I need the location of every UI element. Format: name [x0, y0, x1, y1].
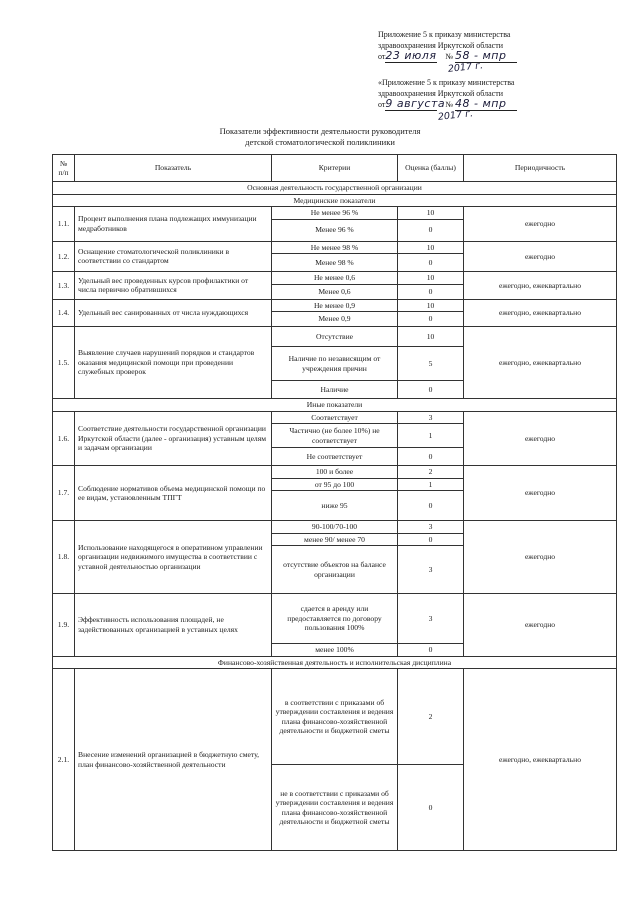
- criteria-cell: Менее 0,9: [272, 312, 398, 327]
- score-cell: 10: [398, 241, 464, 254]
- score-cell: 0: [398, 219, 464, 241]
- table-row: [53, 669, 617, 765]
- criteria-cell: от 95 до 100: [272, 478, 398, 491]
- row-number: 1.4.: [53, 299, 75, 327]
- score-cell: 0: [398, 765, 464, 851]
- period-cell: ежегодно, ежеквартально: [464, 669, 617, 851]
- table-row: [53, 466, 617, 479]
- score-cell: 3: [398, 521, 464, 534]
- row-number: 1.8.: [53, 521, 75, 594]
- section-finance: Финансово-хозяйственная деятельность и исполнительская дисциплина: [53, 656, 617, 669]
- table-row: [53, 521, 617, 534]
- criteria-cell: 90-100/70-100: [272, 521, 398, 534]
- criteria-cell: Менее 98 %: [272, 254, 398, 272]
- score-cell: 0: [398, 312, 464, 327]
- score-cell: 3: [398, 411, 464, 424]
- period-cell: ежегодно: [464, 521, 617, 594]
- row-number: 1.9.: [53, 594, 75, 657]
- indicator-cell: Удельный вес проведенных курсов профилактики от числа первично обратившихся: [75, 272, 272, 300]
- section-row: [53, 182, 617, 195]
- criteria-cell: Отсутствие: [272, 327, 398, 347]
- score-cell: 5: [398, 347, 464, 381]
- criteria-cell: менее 100%: [272, 644, 398, 657]
- header-line-2: здравоохранения Иркутской области: [378, 40, 503, 50]
- criteria-cell: Не менее 96 %: [272, 207, 398, 220]
- period-cell: ежегодно: [464, 411, 617, 466]
- period-cell: ежегодно, ежеквартально: [464, 327, 617, 399]
- indicator-cell: Оснащение стоматологической поликлиники в соответствии со стандартом: [75, 241, 272, 272]
- criteria-cell: Менее 0,6: [272, 284, 398, 299]
- criteria-cell: ниже 95: [272, 491, 398, 521]
- criteria-cell: Соответствует: [272, 411, 398, 424]
- order-header-block-1: [378, 30, 517, 75]
- period-cell: ежегодно: [464, 466, 617, 521]
- header-date-line: [378, 51, 517, 63]
- score-cell: 0: [398, 448, 464, 466]
- criteria-cell: Менее 96 %: [272, 219, 398, 241]
- row-number: 2.1.: [53, 669, 75, 851]
- criteria-cell: Наличие по независящим от учреждения причин: [272, 347, 398, 381]
- row-number: 1.3.: [53, 272, 75, 300]
- header-criteria: Критерии: [272, 155, 398, 182]
- section-row: [53, 656, 617, 669]
- handwritten-year: 2017 г.: [437, 108, 474, 123]
- indicator-cell: Выявление случаев нарушений порядков и стандартов оказания медицинской помощи при проведении служебных проверок: [75, 327, 272, 399]
- criteria-cell: Наличие: [272, 381, 398, 399]
- section-medical: Медицинские показатели: [53, 194, 617, 207]
- criteria-cell: не в соответствии с приказами об утверждении составления и ведения плана финансово-хозяйственной деятельности и бюджетной сметы: [272, 765, 398, 851]
- header-num: № п/п: [53, 155, 75, 182]
- handwritten-year: 2017 г.: [447, 60, 484, 75]
- score-cell: 3: [398, 594, 464, 644]
- table-header-row: [53, 155, 617, 182]
- score-cell: 2: [398, 466, 464, 479]
- score-cell: 10: [398, 207, 464, 220]
- table-row: [53, 241, 617, 254]
- table-row: [53, 299, 617, 312]
- row-number: 1.6.: [53, 411, 75, 466]
- table-row: [53, 207, 617, 220]
- header-indicator: Показатель: [75, 155, 272, 182]
- criteria-cell: Не менее 98 %: [272, 241, 398, 254]
- indicator-cell: Процент выполнения плана подлежащих иммунизации медработников: [75, 207, 272, 242]
- section-row: [53, 399, 617, 412]
- header-from-label: от: [378, 52, 386, 61]
- document-title: [0, 126, 640, 148]
- row-number: 1.7.: [53, 466, 75, 521]
- section-row: [53, 194, 617, 207]
- table-row: [53, 411, 617, 424]
- criteria-cell: Частично (не более 10%) не соответствует: [272, 424, 398, 448]
- score-cell: 0: [398, 381, 464, 399]
- period-cell: ежегодно: [464, 594, 617, 657]
- score-cell: 0: [398, 533, 464, 546]
- header-line-2: здравоохранения Иркутской области: [378, 88, 503, 98]
- header-number-label: №: [445, 100, 454, 109]
- indicator-cell: Удельный вес санированных от числа нуждающихся: [75, 299, 272, 327]
- score-cell: 1: [398, 424, 464, 448]
- score-cell: 3: [398, 546, 464, 594]
- criteria-cell: сдается в аренду или предоставляется по договору пользования 100%: [272, 594, 398, 644]
- header-score: Оценка (баллы): [398, 155, 464, 182]
- criteria-cell: Не соответствует: [272, 448, 398, 466]
- row-number: 1.2.: [53, 241, 75, 272]
- section-main: Основная деятельность государственной организации: [53, 182, 617, 195]
- score-cell: 10: [398, 299, 464, 312]
- title-line-2: детской стоматологической поликлиники: [245, 137, 395, 147]
- header-line-1: Приложение 5 к приказу министерства: [378, 30, 511, 39]
- table-row: [53, 327, 617, 347]
- section-other: Иные показатели: [53, 399, 617, 412]
- indicator-cell: Эффективность использования площадей, не задействованных организацией в уставных целях: [75, 594, 272, 657]
- header-date-line: [378, 99, 517, 111]
- criteria-cell: в соответствии с приказами об утверждении составления и ведения плана финансово-хозяйственной деятельности и бюджетной сметы: [272, 669, 398, 765]
- score-cell: 10: [398, 327, 464, 347]
- score-cell: 2: [398, 669, 464, 765]
- handwritten-order-number: 58 - мпр: [455, 51, 517, 63]
- row-number: 1.5.: [53, 327, 75, 399]
- header-from-label: от: [378, 100, 386, 109]
- score-cell: 10: [398, 272, 464, 285]
- period-cell: ежегодно: [464, 207, 617, 242]
- header-number-label: №: [445, 52, 454, 61]
- criteria-cell: менее 90/ менее 70: [272, 533, 398, 546]
- period-cell: ежегодно, ежеквартально: [464, 299, 617, 327]
- table-row: [53, 272, 617, 285]
- indicator-cell: Внесение изменений организацией в бюджетную смету, план финансово-хозяйственной деятельности: [75, 669, 272, 851]
- indicator-cell: Соответствие деятельности государственной организации Иркутской области (далее - организация) уставным целям и задачам организации: [75, 411, 272, 466]
- score-cell: 0: [398, 644, 464, 657]
- criteria-cell: 100 и более: [272, 466, 398, 479]
- score-cell: 0: [398, 284, 464, 299]
- criteria-cell: Не менее 0,9: [272, 299, 398, 312]
- order-header-block-2: [378, 78, 517, 123]
- handwritten-order-number: 48 - мпр: [455, 99, 517, 111]
- table-row: [53, 594, 617, 644]
- score-cell: 0: [398, 491, 464, 521]
- title-line-1: Показатели эффективности деятельности руководителя: [219, 126, 421, 136]
- header-period: Периодичность: [464, 155, 617, 182]
- row-number: 1.1.: [53, 207, 75, 242]
- indicators-table: [52, 154, 617, 851]
- handwritten-date: 23 июля: [385, 49, 437, 62]
- indicator-cell: Соблюдение нормативов объема медицинской помощи по ее видам, установленным ТПГТ: [75, 466, 272, 521]
- criteria-cell: Не менее 0,6: [272, 272, 398, 285]
- header-line-1: «Приложение 5 к приказу министерства: [378, 78, 515, 87]
- indicator-cell: Использование находящегося в оперативном управлении организации недвижимого имущества в соответствии с уставной деятельностью организации: [75, 521, 272, 594]
- criteria-cell: отсутствие объектов на балансе организации: [272, 546, 398, 594]
- period-cell: ежегодно, ежеквартально: [464, 272, 617, 300]
- score-cell: 1: [398, 478, 464, 491]
- score-cell: 0: [398, 254, 464, 272]
- period-cell: ежегодно: [464, 241, 617, 272]
- handwritten-date: 9 августа: [385, 97, 446, 110]
